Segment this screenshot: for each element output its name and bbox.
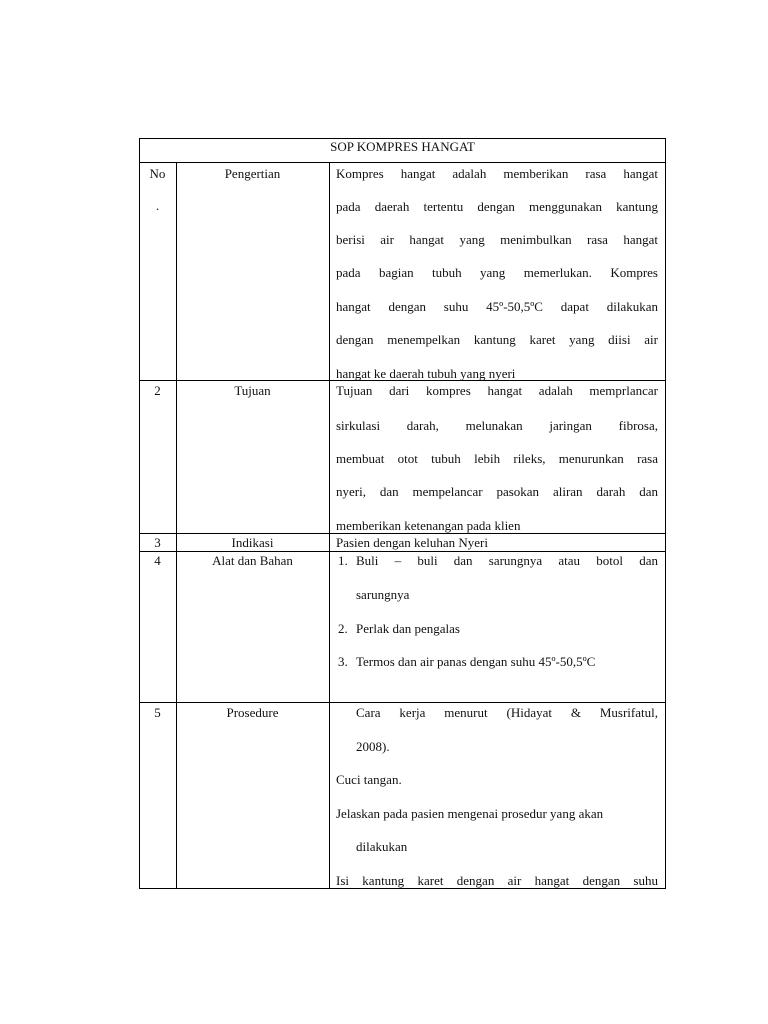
row-text-line: Jelaskan pada pasien mengenai prosedur yang akan	[336, 806, 604, 821]
row-text-line: membuat otot tubuh lebih rileks, menurunkan rasa	[336, 451, 658, 466]
row-text-line: sirkulasi darah, melunakan jaringan fibrosa,	[336, 418, 658, 433]
row-label: Pengertian	[224, 166, 281, 181]
row-text-line: Isi kantung karet dengan air hangat dengan suhu	[336, 873, 658, 888]
list-item-line: Termos dan air panas dengan suhu 45º-50,5ºC	[356, 654, 596, 669]
list-item-line: Perlak dan pengalas	[356, 621, 460, 636]
table-border-right	[665, 138, 666, 889]
row-text-line: pada daerah tertentu dengan menggunakan kantung	[336, 199, 658, 214]
column-divider	[329, 162, 330, 889]
row-number: 4	[154, 553, 161, 568]
row-text-line: dengan menempelkan kantung karet yang diisi air	[336, 332, 658, 347]
list-item-line: sarungnya	[356, 587, 410, 602]
row-text-line: hangat ke daerah tubuh yang nyeri	[336, 366, 516, 381]
row-text-line: hangat dengan suhu 45º-50,5ºC dapat dilakukan	[336, 299, 658, 314]
table-border-left	[139, 138, 140, 889]
row-text-line: Tujuan dari kompres hangat adalah memprlancar	[336, 383, 658, 398]
row-divider	[139, 702, 666, 703]
row-text-line: Cuci tangan.	[336, 772, 402, 787]
list-item-line: Buli – buli dan sarungnya atau botol dan	[356, 553, 658, 568]
row-label: Alat dan Bahan	[212, 553, 293, 568]
row-label: Prosedure	[226, 705, 279, 720]
row-text-line: 2008).	[356, 739, 390, 754]
row-number-dot: .	[155, 198, 160, 213]
row-divider	[139, 551, 666, 552]
row-label: Indikasi	[231, 535, 274, 550]
row-number: 3	[154, 535, 161, 550]
title-row-divider	[139, 162, 666, 163]
row-number: No	[149, 166, 166, 181]
row-label: Tujuan	[234, 383, 271, 398]
list-number: 2.	[338, 621, 348, 636]
row-text-line: Kompres hangat adalah memberikan rasa hangat	[336, 166, 658, 181]
table-title: SOP KOMPRES HANGAT	[330, 139, 475, 154]
column-divider	[176, 162, 177, 889]
row-text-line: Pasien dengan keluhan Nyeri	[336, 535, 488, 550]
row-text-line: nyeri, dan mempelancar pasokan aliran darah dan	[336, 484, 658, 499]
row-text-line: dilakukan	[356, 839, 408, 854]
row-text-line: Cara kerja menurut (Hidayat & Musrifatul,	[356, 705, 658, 720]
row-text-line: pada bagian tubuh yang memerlukan. Kompres	[336, 265, 658, 280]
row-number: 5	[154, 705, 161, 720]
list-number: 3.	[338, 654, 348, 669]
list-number: 1.	[338, 553, 348, 568]
row-text-line: memberikan ketenangan pada klien	[336, 518, 521, 533]
row-text-line: berisi air hangat yang menimbulkan rasa hangat	[336, 232, 658, 247]
row-number: 2	[154, 383, 161, 398]
